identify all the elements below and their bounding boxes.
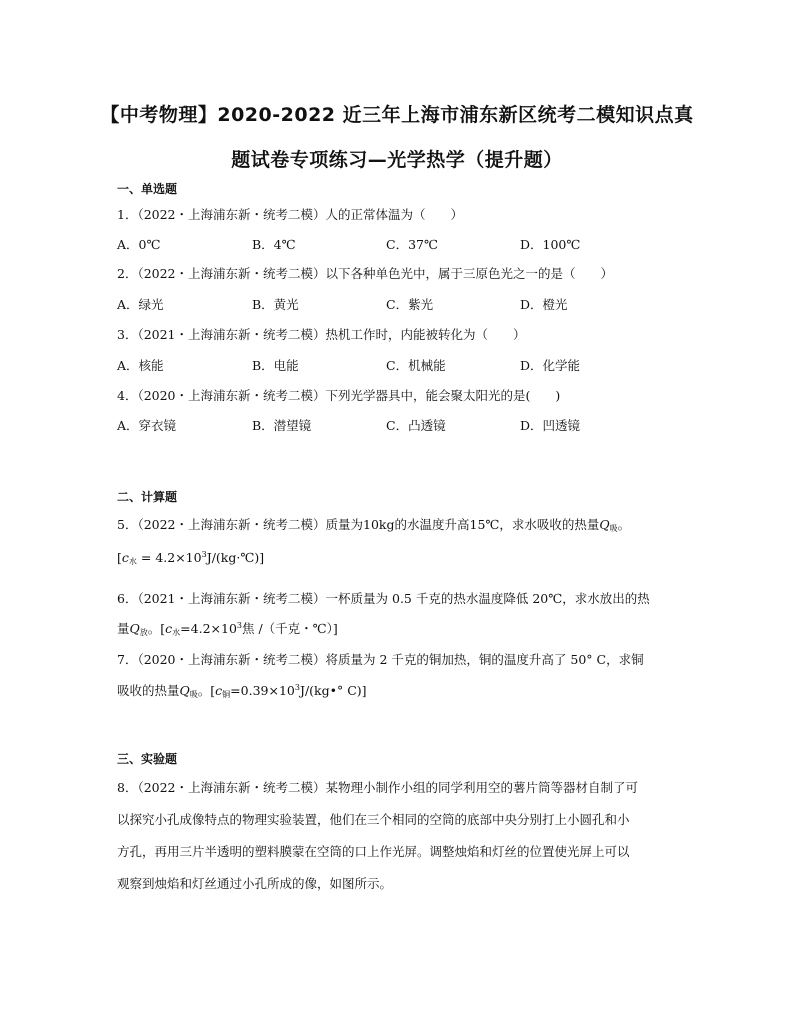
section-heading-calculation: 二、计算题 bbox=[117, 490, 178, 504]
q6-symbol-q-sub: 放 bbox=[139, 628, 148, 637]
question-8-line-2: 以探究小孔成像特点的物理实验装置，他们在三个相同的空筒的底部中央分别打上小圆孔和小 bbox=[117, 812, 630, 827]
q7-symbol-q-sub: 吸 bbox=[189, 690, 198, 699]
q6-l2-a: 量 bbox=[117, 621, 130, 636]
q6-l2-c: =4.2×10 bbox=[180, 621, 237, 636]
question-8-line-3: 方孔，再用三片半透明的塑料膜蒙在空筒的口上作光屏。调整烛焰和灯丝的位置使光屏上可以 bbox=[117, 844, 630, 859]
q7-l2-a: 吸收的热量 bbox=[117, 683, 180, 698]
q4-option-c: C．凸透镜 bbox=[386, 418, 446, 433]
q5-symbol-q-sub: 吸 bbox=[609, 524, 618, 533]
q4-option-d: D．凹透镜 bbox=[520, 418, 581, 433]
q6-l2-b: 。[ bbox=[147, 621, 166, 636]
q5-formula-mid: = 4.2×10 bbox=[136, 550, 202, 565]
q3-option-b: B．电能 bbox=[252, 358, 299, 373]
question-6-line-1: 6．（2021・上海浦东新・统考二模）一杯质量为 0.5 千克的热水温度降低 20℃，求水放出的热 bbox=[117, 591, 650, 606]
document-title-line-1: 【中考物理】2020-2022 近三年上海市浦东新区统考二模知识点真 bbox=[100, 104, 694, 126]
question-2: 2．（2022・上海浦东新・统考二模）以下各种单色光中，属于三原色光之一的是（ ） bbox=[117, 266, 614, 281]
question-6-line-2 bbox=[117, 619, 338, 638]
question-3: 3．（2021・上海浦东新・统考二模）热机工作时，内能被转化为（ ） bbox=[117, 327, 526, 342]
q6-symbol-q: Q bbox=[129, 621, 140, 636]
section-heading-single-choice: 一、单选题 bbox=[117, 182, 178, 196]
q4-option-b: B．潜望镜 bbox=[252, 418, 312, 433]
section-heading-experiment: 三、实验题 bbox=[117, 752, 178, 766]
question-7-line-1: 7．（2020・上海浦东新・统考二模）将质量为 2 千克的铜加热，铜的温度升高了 50° C，求铜 bbox=[117, 652, 644, 667]
q5-formula bbox=[117, 550, 264, 567]
q5-formula-c: c bbox=[121, 550, 129, 565]
q1-option-c: C．37℃ bbox=[386, 237, 438, 252]
q7-l2-b: 。[ bbox=[197, 683, 216, 698]
question-1: 1．（2022・上海浦东新・统考二模）人的正常体温为（ ） bbox=[117, 207, 464, 222]
q5-formula-end: J/(kg·℃)] bbox=[206, 550, 265, 565]
q5-symbol-q: Q bbox=[599, 517, 610, 532]
q2-option-d: D．橙光 bbox=[520, 297, 568, 312]
question-8-line-4: 观察到烛焰和灯丝通过小孔所成的像，如图所示。 bbox=[117, 876, 393, 891]
q7-symbol-q: Q bbox=[179, 683, 190, 698]
q3-option-a: A．核能 bbox=[117, 358, 164, 373]
q4-option-a: A．穿衣镜 bbox=[117, 418, 177, 433]
q7-l2-c: =0.39×10 bbox=[230, 683, 295, 698]
q7-exp: 3 bbox=[294, 683, 300, 692]
q1-option-d: D．100℃ bbox=[520, 237, 581, 252]
q7-symbol-c-sub: 铜 bbox=[222, 690, 231, 699]
q5-end: 。 bbox=[617, 517, 631, 532]
question-5 bbox=[117, 515, 630, 534]
q3-option-c: C．机械能 bbox=[386, 358, 446, 373]
q7-symbol-c: c bbox=[215, 683, 223, 698]
q2-option-b: B．黄光 bbox=[252, 297, 299, 312]
question-4: 4．（2020・上海浦东新・统考二模）下列光学器具中，能会聚太阳光的是( ) bbox=[117, 388, 561, 403]
q5-formula-exp: 3 bbox=[201, 550, 207, 559]
q1-option-b: B．4℃ bbox=[252, 237, 296, 252]
q2-option-a: A．绿光 bbox=[117, 297, 164, 312]
question-7-line-2 bbox=[117, 681, 367, 700]
q3-option-d: D．化学能 bbox=[520, 358, 581, 373]
q5-formula-open: [ bbox=[117, 550, 122, 565]
q1-option-a: A．0℃ bbox=[117, 237, 161, 252]
q7-l2-d: J/(kg•° C)] bbox=[299, 683, 367, 698]
q6-exp: 3 bbox=[236, 621, 242, 630]
q5-formula-c-sub: 水 bbox=[128, 557, 137, 566]
q5-text: 5．（2022・上海浦东新・统考二模）质量为10kg的水温度升高15℃，求水吸收的热量 bbox=[117, 517, 600, 532]
document-title-line-2: 题试卷专项练习—光学热学（提升题） bbox=[231, 149, 563, 171]
q2-option-c: C．紫光 bbox=[386, 297, 434, 312]
q6-symbol-c: c bbox=[165, 621, 173, 636]
q6-symbol-c-sub: 水 bbox=[172, 628, 181, 637]
q6-l2-d: 焦 /（千克・℃）] bbox=[242, 621, 338, 636]
question-8-line-1: 8．（2022・上海浦东新・统考二模）某物理小制作小组的同学利用空的薯片筒等器材自制了可 bbox=[117, 780, 639, 795]
